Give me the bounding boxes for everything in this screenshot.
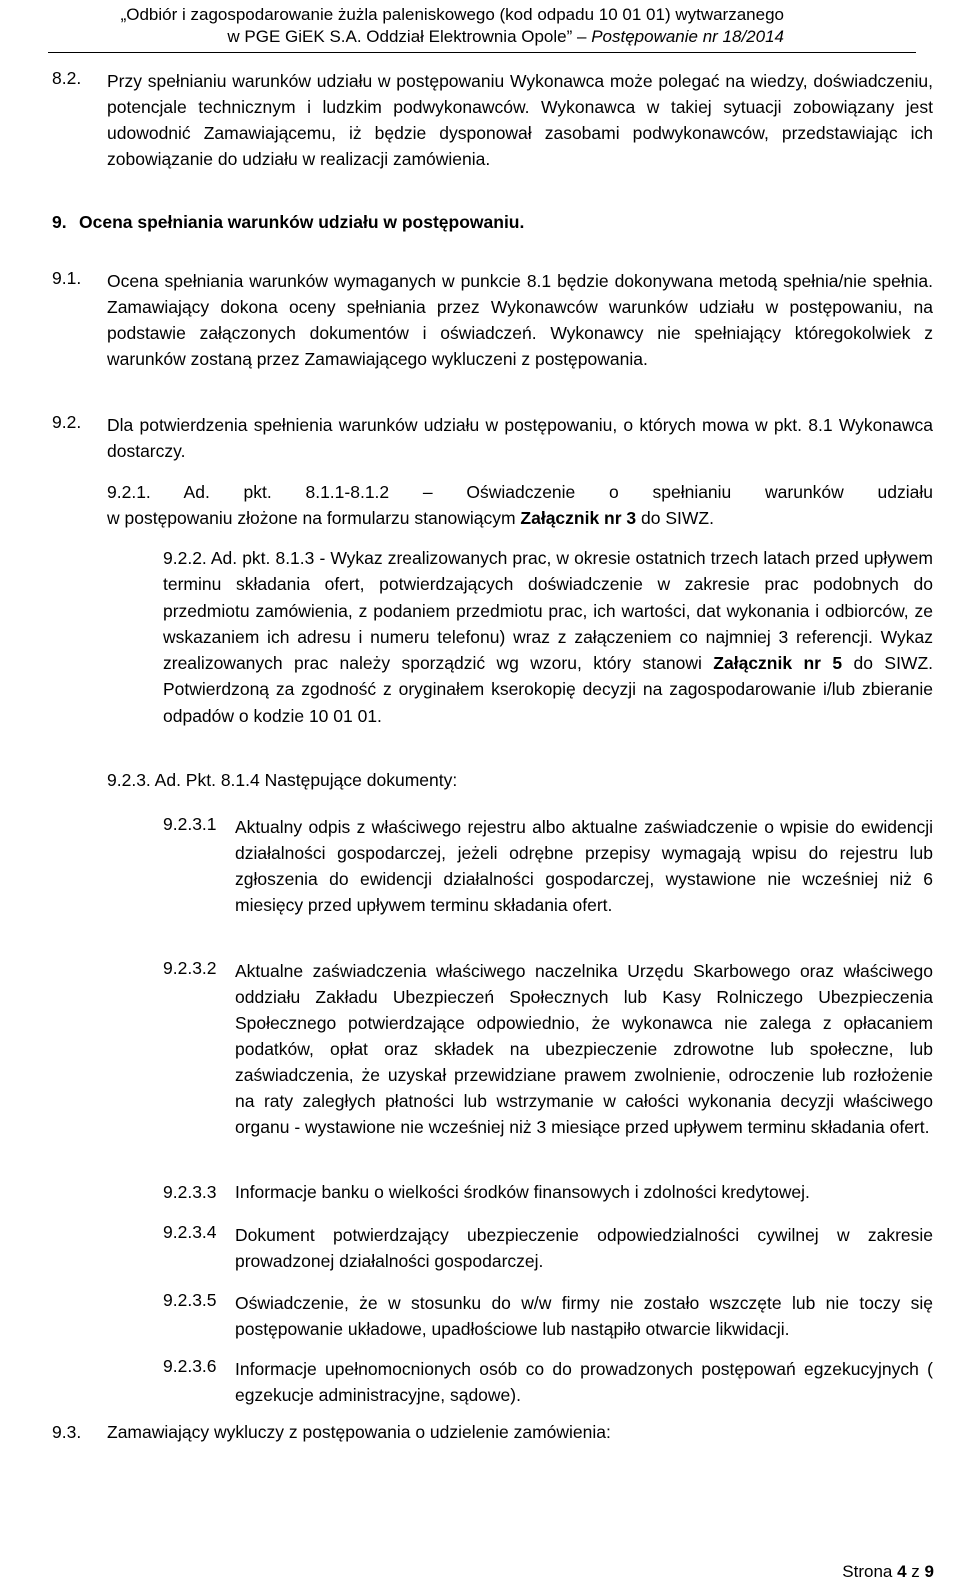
section-9-2-3-1-number: 9.2.3.1 bbox=[163, 814, 217, 834]
section-9-2-1-line-1: 9.2.1. Ad. pkt. 8.1.1-8.1.2 – Oświadczenie o spełnianiu warunków udziału bbox=[107, 482, 933, 502]
section-8-2-number: 8.2. bbox=[52, 68, 82, 88]
current-page: 4 bbox=[897, 1562, 907, 1581]
header-procedure-number: Postępowanie nr 18/2014 bbox=[591, 27, 784, 46]
header-line-2 bbox=[121, 26, 784, 48]
section-8-2-text: Przy spełnianiu warunków udziału w postępowaniu Wykonawca może polegać na wiedzy, doświadczeniu, potencjale technicznym i ludzkim podwykonawców. Wykonawca w takiej sytuacji zobowiązany jest udowodnić Zamawiającemu, iż będzie dysponował zasobami podwykonawców, przedstawiając ich zobowiązanie do udziału w realizacji zamówienia. bbox=[107, 71, 933, 169]
section-9-2-3-4-number: 9.2.3.4 bbox=[163, 1222, 217, 1242]
section-9-2-3-3-text: Informacje banku o wielkości środków finansowych i zdolności kredytowej. bbox=[235, 1182, 810, 1202]
section-9-2-2-text bbox=[163, 545, 933, 729]
page-number-prefix: Strona bbox=[842, 1562, 898, 1581]
section-9-3-number: 9.3. bbox=[52, 1422, 82, 1442]
section-9-2-2-part-b: do SIWZ. Potwierdzoną za zgodność z oryginałem kserokopię decyzji na zagospodarowanie i/lub zbieranie odpadów o kodzie 10 01 01. bbox=[163, 653, 933, 726]
section-9-2-3-6-text: Informacje upełnomocnionych osób co do prowadzonych postępowań egzekucyjnych ( egzekucje administracyjne, sądowe). bbox=[235, 1359, 933, 1405]
header-line-2-plain: w PGE GiEK S.A. Oddział Elektrownia Opole” – bbox=[227, 27, 592, 46]
section-9-2-1-suffix: do SIWZ. bbox=[636, 508, 714, 528]
section-9-2-3-2-text: Aktualne zaświadczenia właściwego naczelnika Urzędu Skarbowego oraz właściwego oddziału Zakładu Ubezpieczeń Społecznych lub Kasy Rolniczego Ubezpieczenia Społecznego potwierdzające odpowiednio, że wykonawca nie zalega z opłacaniem podatków, opłat oraz składek na ubezpieczenie zdrowotne lub społeczne, lub zaświadczenia, że uzyskał przewidziane prawem zwolnienie, odroczenie lub rozłożenie na raty zaległych płatności lub wstrzymanie w całości wykonania decyzji właściwego organu - wystawione nie wcześniej niż 3 miesiące przed upływem terminu składania ofert. bbox=[235, 961, 933, 1137]
attachment-5-reference: Załącznik nr 5 bbox=[713, 653, 843, 674]
section-9-2-3-6-number: 9.2.3.6 bbox=[163, 1356, 217, 1376]
section-9-2-3-4-text: Dokument potwierdzający ubezpieczenie odpowiedzialności cywilnej w zakresie prowadzonej działalności gospodarczej. bbox=[235, 1225, 933, 1271]
section-9-number: 9. bbox=[52, 212, 67, 232]
total-pages: 9 bbox=[924, 1562, 934, 1581]
section-9-2-3-1-text: Aktualny odpis z właściwego rejestru albo aktualne zaświadczenie o wpisie do ewidencji działalności gospodarczej, jeżeli odrębne przepisy wymagają wpisu do rejestru lub zgłoszenia do ewidencji działalności gospodarczej, wystawione nie wcześniej niż 6 miesięcy przed upływem terminu składania ofert. bbox=[235, 817, 933, 915]
section-9-2-2-part-a: 9.2.2. Ad. pkt. 8.1.3 - Wykaz zrealizowanych prac, w okresie ostatnich trzech latach przed upływem terminu składania ofert, potwierdzających doświadczenie w zakresie prac podobnych do przedmiotu zamówienia, z podaniem przedmiotu prac, ich wartości, dat wykonania i odbiorców, ze wskazaniem ich adresu i numeru telefonu) wraz z załączeniem co najmniej 3 referencji. Wykaz zrealizowanych prac należy sporządzić wg wzoru, który stanowi bbox=[163, 548, 933, 674]
attachment-3-reference: Załącznik nr 3 bbox=[520, 508, 637, 528]
section-9-2-3-3-number: 9.2.3.3 bbox=[163, 1182, 217, 1202]
section-9-1-text: Ocena spełniania warunków wymaganych w punkcie 8.1 będzie dokonywana metodą spełnia/nie spełnia. Zamawiający dokona oceny spełniania przez Wykonawców warunków udziału w postępowaniu, na podstawie załączonych dokumentów i oświadczeń. Wykonawcy nie spełniający któregokolwiek z warunków zostaną przez Zamawiającego wykluczeni z postępowania. bbox=[107, 271, 933, 369]
section-9-2-1-line-2 bbox=[107, 506, 933, 531]
section-9-title: Ocena spełniania warunków udziału w postępowaniu. bbox=[79, 212, 525, 232]
header-line-1: „Odbiór i zagospodarowanie żużla paleniskowego (kod odpadu 10 01 01) wytwarzanego bbox=[120, 5, 784, 24]
header-rule bbox=[48, 52, 916, 53]
page-number bbox=[842, 1562, 934, 1582]
section-9-2-3-2-number: 9.2.3.2 bbox=[163, 958, 217, 978]
section-9-2-text: Dla potwierdzenia spełnienia warunków udziału w postępowaniu, o których mowa w pkt. 8.1 Wykonawca dostarczy. bbox=[107, 415, 933, 461]
section-9-3-text: Zamawiający wykluczy z postępowania o udzielenie zamówienia: bbox=[107, 1422, 611, 1442]
section-9-1-number: 9.1. bbox=[52, 268, 82, 288]
section-9-2-3-text: 9.2.3. Ad. Pkt. 8.1.4 Następujące dokumenty: bbox=[107, 770, 458, 790]
section-9-2-3-5-number: 9.2.3.5 bbox=[163, 1290, 217, 1310]
section-9-2-1-text: w postępowaniu złożone na formularzu stanowiącym bbox=[107, 508, 521, 528]
section-9-2-number: 9.2. bbox=[52, 412, 82, 432]
page-number-separator: z bbox=[906, 1562, 925, 1581]
section-9-2-3-5-text: Oświadczenie, że w stosunku do w/w firmy nie zostało wszczęte lub nie toczy się postępowanie układowe, upadłościowe lub nastąpiło otwarcie likwidacji. bbox=[235, 1293, 933, 1339]
page-header bbox=[121, 4, 784, 48]
